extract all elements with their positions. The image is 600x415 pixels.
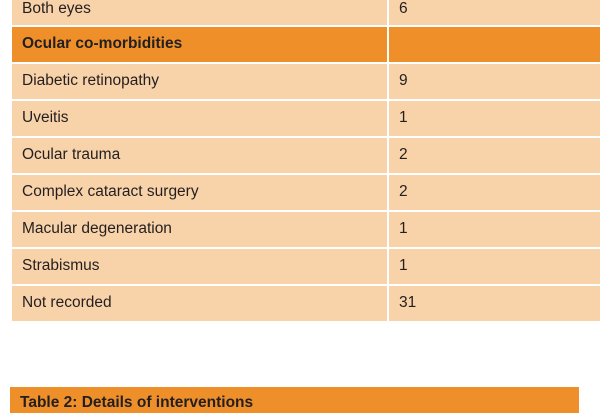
row-value: 2 — [388, 174, 600, 211]
row-label: Uveitis — [11, 100, 388, 137]
row-label: Both eyes — [11, 0, 388, 26]
table-row — [11, 100, 600, 137]
table-row — [11, 285, 600, 322]
section-label: Ocular co-morbidities — [11, 26, 388, 63]
row-value: 1 — [388, 248, 600, 285]
row-label: Not recorded — [11, 285, 388, 322]
table-row — [11, 211, 600, 248]
row-label: Complex cataract surgery — [11, 174, 388, 211]
table-section-row — [11, 26, 600, 63]
row-label: Macular degeneration — [11, 211, 388, 248]
table-row — [11, 248, 600, 285]
table-gap-divider — [0, 362, 600, 385]
section-value — [388, 26, 600, 63]
row-value: 2 — [388, 137, 600, 174]
row-value: 1 — [388, 100, 600, 137]
table-row — [11, 0, 600, 26]
row-label: Diabetic retinopathy — [11, 63, 388, 100]
row-label: Ocular trauma — [11, 137, 388, 174]
table-row — [11, 174, 600, 211]
next-table-caption: Table 2: Details of interventions — [8, 385, 581, 415]
row-value: 6 — [388, 0, 600, 26]
row-label: Strabismus — [11, 248, 388, 285]
row-value: 1 — [388, 211, 600, 248]
table-row — [11, 63, 600, 100]
ocular-comorbidities-table — [8, 0, 581, 325]
data-table — [10, 0, 600, 323]
row-value: 31 — [388, 285, 600, 322]
row-value: 9 — [388, 63, 600, 100]
table-row — [11, 137, 600, 174]
